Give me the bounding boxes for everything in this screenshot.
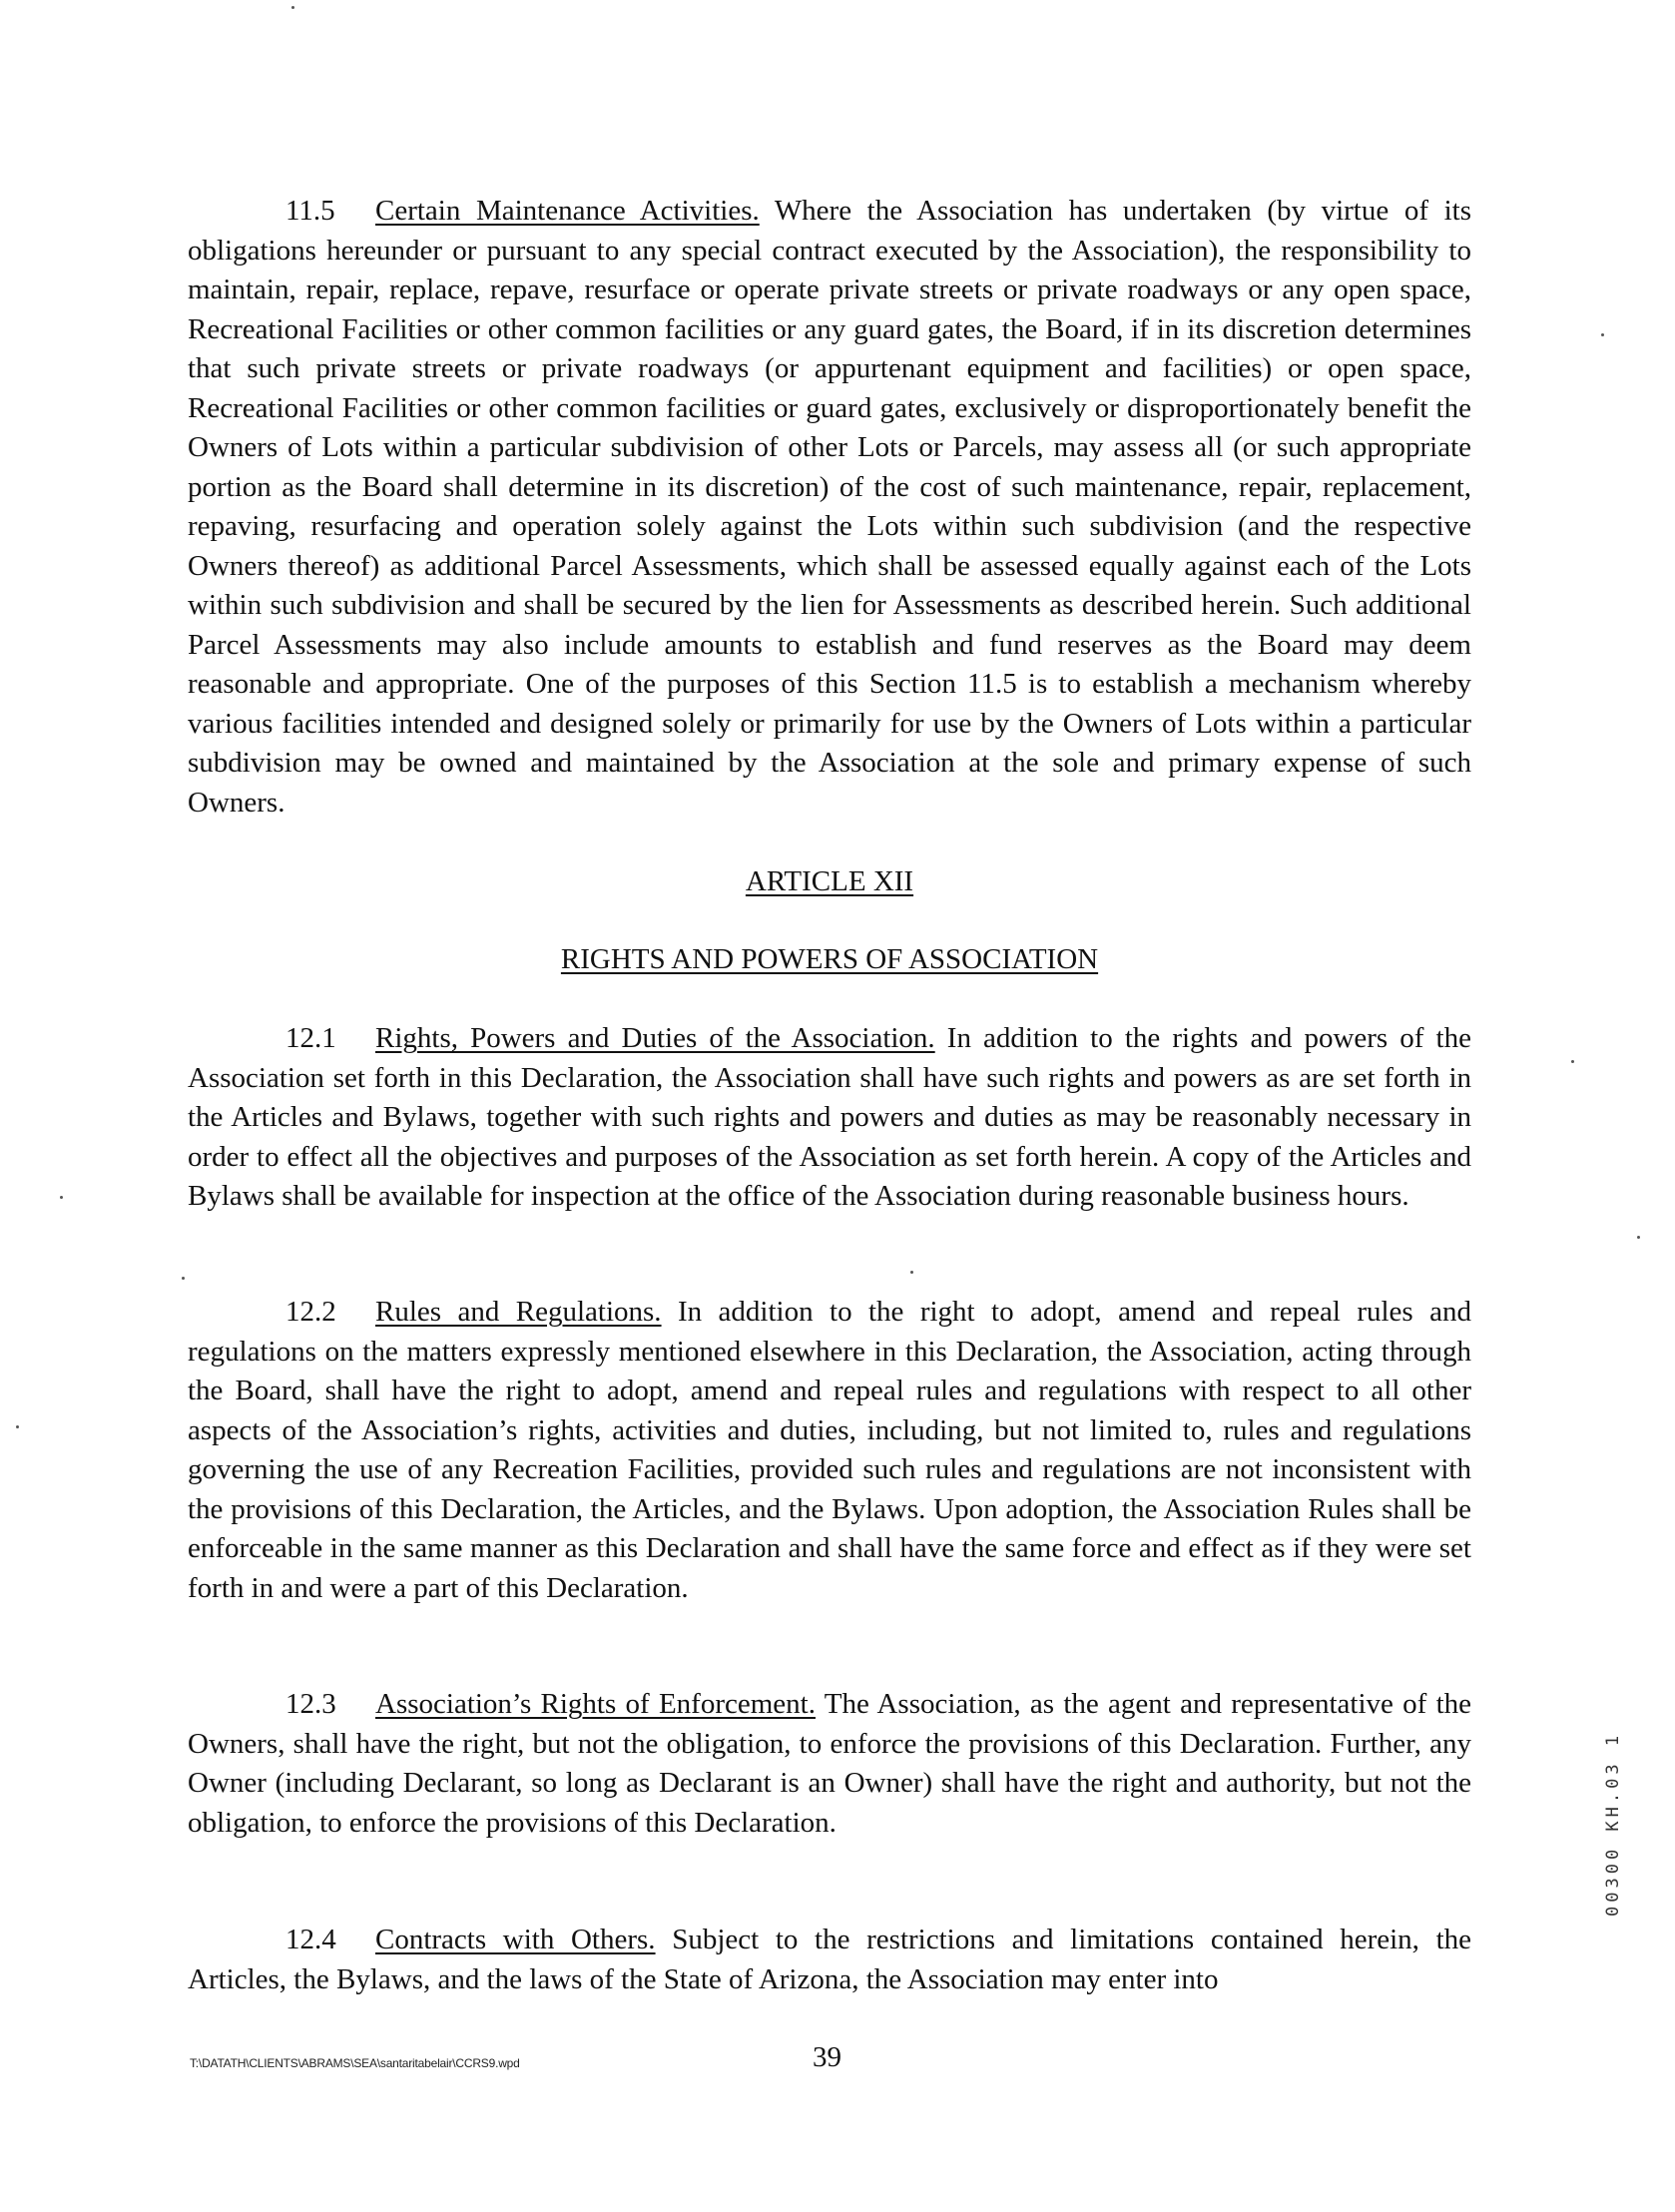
section-text: Where the Association has undertaken (by virtue of its obligations hereunder or pursuant to any special contract executed by the Association), the responsibility to maintain, repair, replace, repave, resurface or operate private streets or private roadways or any open space, Recreational Facilities or other common facilities or any guard gates, the Board, if in its discretion determines that such private streets or private roadways (or appurtenant equipment and facilities) or open space, Recreational Facilities or other common facilities or guard gates, exclusively or disproportionately benefit the Owners of Lots within a particular subdivision of other Lots or Parcels, may assess all (or such appropriate portion as the Board shall determine in its discretion) of the cost of such maintenance, repair, replacement, repaving, resurfacing and operation solely against the Lots within such subdivision (and the respective Owners thereof) as additional Parcel Assessments, which shall be assessed equally against each of the Lots within such subdivision and shall be secured by the lien for Assessments as described herein. Such additional Parcel Assessments may also include amounts to establish and fund reserves as the Board may deem reasonable and appropriate. One of the purposes of this Section 11.5 is to establish a mechanism whereby various facilities intended and designed solely or primarily for use by the Owners of Lots within a particular subdivision may be owned and maintained by the Association at the sole and primary expense of such Owners. — [188, 195, 1471, 819]
section-text: In addition to the right to adopt, amend and repeal rules and regulations on the matters expressly mentioned elsewhere in this Declaration, the Association, acting through the Board, shall have the right to adopt, amend and repeal rules and regulations with respect to all other aspects of the Association’s rights, activities and duties, including, but not limited to, rules and regulations governing the use of any Recreation Facilities, provided such rules and regulations are not inconsistent with the provisions of this Declaration, the Articles, and the Bylaws. Upon adoption, the Association Rules shall be enforceable in the same manner as this Declaration and shall have the same force and effect as if they were set forth in and were a part of this Declaration. — [188, 1296, 1472, 1604]
section-12-2 — [188, 1293, 1471, 1608]
section-title: Rights, Powers and Duties of the Association. — [375, 1022, 935, 1054]
page-number: 39 — [813, 2041, 841, 2073]
scan-speck — [182, 1277, 185, 1280]
section-number: 12.3 — [285, 1688, 336, 1720]
section-12-4-paragraph — [188, 1921, 1471, 1999]
section-12-1-paragraph — [188, 1019, 1471, 1217]
section-12-3-paragraph — [188, 1685, 1471, 1843]
article-label: ARTICLE XII — [745, 865, 914, 897]
section-title: Certain Maintenance Activities. — [375, 195, 760, 227]
section-text: The Association, as the agent and representative of the Owners, shall have the right, but not the obligation, to enforce the provisions of this Declaration. Further, any Owner (including Declarant, so long as Declarant is an Owner) shall have the right and authority, but not the obligation, to enforce the provisions of this Declaration. — [188, 1688, 1471, 1839]
section-title: Rules and Regulations. — [375, 1296, 662, 1328]
scan-speck — [291, 6, 294, 9]
section-12-1 — [188, 1019, 1471, 1217]
margin-recording-stamp — [1597, 1577, 1627, 1917]
section-11-5-paragraph — [188, 192, 1471, 823]
footer-file-path: T:\DATATH\CLIENTS\ABRAMS\SEA\santaritabelair\CCRS9.wpd — [190, 2056, 520, 2070]
section-number: 12.1 — [285, 1022, 336, 1054]
margin-stamp-text: 00300 KH.03 1 — [1603, 1731, 1623, 1917]
section-12-4 — [188, 1921, 1471, 1999]
section-12-3 — [188, 1685, 1471, 1843]
section-title: Association’s Rights of Enforcement. — [375, 1688, 816, 1720]
section-12-2-paragraph — [188, 1293, 1471, 1608]
scan-speck — [60, 1196, 63, 1199]
section-number: 12.4 — [285, 1924, 336, 1955]
scan-speck — [1601, 333, 1604, 336]
section-number: 12.2 — [285, 1296, 336, 1328]
scan-speck — [16, 1425, 19, 1428]
section-title: Contracts with Others. — [375, 1924, 656, 1955]
scan-speck — [1637, 1236, 1640, 1239]
scan-speck — [910, 1271, 913, 1274]
section-number: 11.5 — [285, 195, 335, 227]
scan-speck — [1571, 1060, 1574, 1063]
article-title: RIGHTS AND POWERS OF ASSOCIATION — [560, 943, 1099, 975]
section-text: In addition to the rights and powers of the Association set forth in this Declaration, the Association shall have such rights and powers as are set forth in the Articles and Bylaws, together with such rights and powers and duties as may be reasonably necessary in order to effect all the objectives and purposes of the Association as set forth herein. A copy of the Articles and Bylaws shall be available for inspection at the office of the Association during reasonable business hours. — [188, 1022, 1471, 1212]
section-text: Subject to the restrictions and limitations contained herein, the Articles, the Bylaws, and the laws of the State of Arizona, the Association may enter into — [188, 1924, 1472, 1995]
section-11-5 — [188, 192, 1471, 823]
